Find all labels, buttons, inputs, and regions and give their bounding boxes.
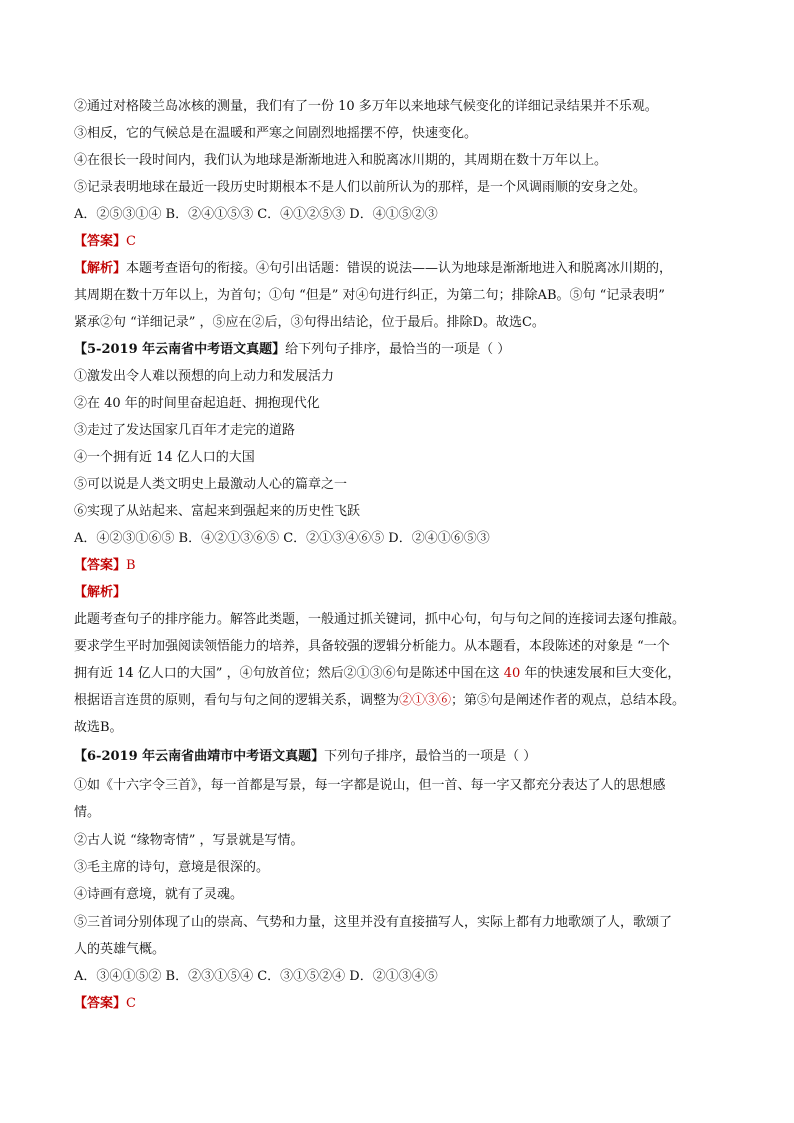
answer-value: C bbox=[126, 234, 136, 249]
q4-analysis-line-1 bbox=[74, 260, 672, 278]
q5-analysis-line-1: 此题考查句子的排序能力。解答此类题，一般通过抓关键词，抓中心句，句与句之间的连接词去逐句推敲。 bbox=[74, 612, 686, 627]
analysis-text: 本题考查语句的衔接。④句引出话题：错误的说法——认为地球是渐渐地进入和脱离冰川期的， bbox=[126, 261, 673, 276]
answer-label: 【答案】 bbox=[74, 996, 127, 1011]
q5-analysis-line-2: 要求学生平时加强阅读领悟能力的培养，具备较强的逻辑分析能力。从本题看，本段陈述的对象是 “一个 bbox=[74, 639, 670, 654]
q5-answer-line bbox=[74, 557, 136, 575]
q5-analysis-label-line bbox=[74, 584, 126, 602]
analysis-text: 年的快速发展和巨大变化， bbox=[520, 666, 681, 681]
q6-sentence-5b: 人的英雄气概。 bbox=[74, 942, 166, 957]
answer-value: C bbox=[126, 996, 136, 1011]
q4-sentence-3: ③相反，它的气候总是在温暖和严寒之间剧烈地摇摆不停，快速变化。 bbox=[74, 126, 478, 141]
highlight-number: 40 bbox=[503, 666, 521, 681]
q5-analysis-line-4 bbox=[74, 692, 685, 710]
q5-heading bbox=[74, 341, 510, 359]
q6-sentence-2: ②古人说 “缘物寄情” ，写景就是写情。 bbox=[74, 833, 304, 848]
q5-sentence-4: ④一个拥有近 14 亿人口的大国 bbox=[74, 450, 255, 465]
q5-prompt: 给下列句子排序，最恰当的一项是（ ） bbox=[285, 342, 511, 357]
answer-value: B bbox=[126, 558, 136, 573]
q5-sentence-1: ①激发出令人难以预想的向上动力和发展活力 bbox=[74, 369, 335, 384]
answer-label: 【答案】 bbox=[74, 558, 127, 573]
q6-heading bbox=[74, 748, 536, 766]
q4-analysis-line-3: 紧承②句 “详细记录” ，⑤应在②后，③句得出结论，位于最后。排除D。故选C。 bbox=[74, 315, 545, 330]
q5-sentence-5: ⑤可以说是人类文明史上最激动人心的篇章之一 bbox=[74, 477, 348, 492]
q6-sentence-1a: ①如《十六字令三首》，每一首都是写景，每一字都是说山，但一首、每一字又都充分表达了人的思想感 bbox=[74, 778, 666, 793]
q6-prompt: 下列句子排序，最恰当的一项是（ ） bbox=[324, 749, 537, 764]
q6-sentence-1b: 情。 bbox=[74, 805, 101, 820]
analysis-text: ；第⑤句是阐述作者的观点，总结本段。 bbox=[451, 693, 686, 708]
q5-analysis-line-5: 故选B。 bbox=[74, 720, 123, 735]
q6-source: 【6-2019 年云南省曲靖市中考语文真题】 bbox=[74, 749, 325, 764]
q5-sentence-3: ③走过了发达国家几百年才走完的道路 bbox=[74, 423, 296, 438]
q4-sentence-2: ②通过对格陵兰岛冰核的测量，我们有了一份 10 多万年以来地球气候变化的详细记录结果并不乐观。 bbox=[74, 99, 658, 114]
q5-options: A．④②③①⑥⑤ B．④②①③⑥⑤ C．②①③④⑥⑤ D．②④①⑥⑤③ bbox=[74, 531, 490, 546]
analysis-label: 【解析】 bbox=[74, 261, 127, 276]
q4-sentence-4: ④在很长一段时间内，我们认为地球是渐渐地进入和脱离冰川期的，其周期在数十万年以上。 bbox=[74, 153, 608, 168]
q6-sentence-5a: ⑤三首词分别体现了山的崇高、气势和力量，这里并没有直接描写人，实际上都有力地歌颂了人，歌颂了 bbox=[74, 915, 673, 930]
analysis-text: 根据语言连贯的原则，看句与句之间的逻辑关系，调整为 bbox=[74, 693, 400, 708]
analysis-label: 【解析】 bbox=[74, 585, 127, 600]
q6-options: A．③④①⑤② B．②③①⑤④ C．③①⑤②④ D．②①③④⑤ bbox=[74, 969, 438, 984]
analysis-text: 拥有近 14 亿人口的大国” ，④句放首位；然后②①③⑥句是陈述中国在这 bbox=[74, 666, 504, 681]
q4-analysis-line-2: 其周期在数十万年以上，为首句；①句 “但是” 对④句进行纠正，为第二句；排除AB。⑤句 “记录表明” bbox=[74, 288, 665, 303]
q5-analysis-line-3 bbox=[74, 665, 680, 683]
q5-sentence-6: ⑥实现了从站起来、富起来到强起来的历史性飞跃 bbox=[74, 504, 361, 519]
q4-sentence-5: ⑤记录表明地球在最近一段历史时期根本不是人们以前所认为的那样，是一个风调雨顺的安身之处。 bbox=[74, 180, 647, 195]
q4-answer-line bbox=[74, 233, 136, 251]
highlight-order: ②①③⑥ bbox=[399, 693, 452, 708]
q6-sentence-3: ③毛主席的诗句，意境是很深的。 bbox=[74, 860, 270, 875]
q5-sentence-2: ②在 40 年的时间里奋起追赶、拥抱现代化 bbox=[74, 396, 320, 411]
q5-source: 【5-2019 年云南省中考语文真题】 bbox=[74, 342, 286, 357]
q4-options: A．②⑤③①④ B．②④①⑤③ C．④①②⑤③ D．④①⑤②③ bbox=[74, 207, 438, 222]
answer-label: 【答案】 bbox=[74, 234, 127, 249]
q6-sentence-4: ④诗画有意境，就有了灵魂。 bbox=[74, 887, 244, 902]
q6-answer-line bbox=[74, 995, 136, 1013]
